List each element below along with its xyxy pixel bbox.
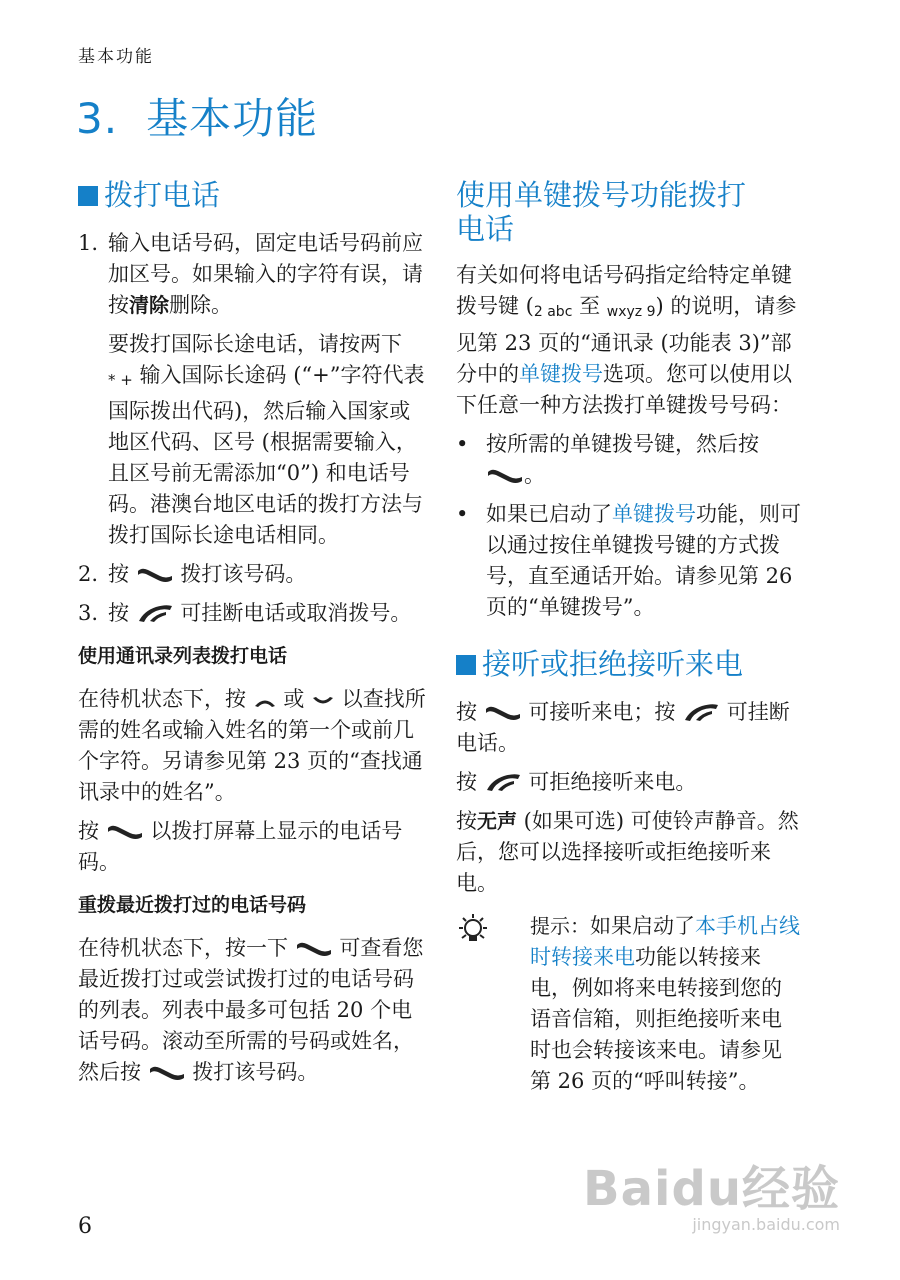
watermark <box>583 1150 840 1234</box>
call-key-icon <box>106 823 144 841</box>
call-key-icon <box>136 566 174 584</box>
steps-list <box>78 228 428 629</box>
step-intl-note: 要拨打国际长途电话，请按两下 * + 输入国际长途码 (“+”字符代表国际拨出代码)，然后输入国家或地区代码、区号 (根据需要输入，且区号前无需添加“0”) 和电话号码。港澳台地区电话的拨打方法与拨打国际长途电话相同。 <box>108 332 425 547</box>
subheading-contacts-dial: 使用通讯录列表拨打电话 <box>78 645 288 667</box>
paragraph: 按 可拒绝接听来电。 <box>456 770 697 794</box>
call-key-icon <box>295 940 333 958</box>
call-key-icon <box>484 704 522 722</box>
left-column <box>78 178 428 1096</box>
key-2-icon: 2 abc <box>533 304 573 320</box>
subheading-redial: 重拨最近拨打过的电话号码 <box>78 894 307 916</box>
chapter-title: 基本功能 <box>146 94 319 143</box>
step-item: 3. 按 可挂断电话或取消拨号。 <box>78 601 412 625</box>
chapter-number: 3. <box>76 94 119 143</box>
watermark-url: jingyan.baidu.com <box>692 1215 840 1234</box>
star-plus-key-icon: * + <box>108 371 133 389</box>
key-9-icon: wxyz 9 <box>606 304 656 320</box>
paragraph: 在待机状态下，按一下 可查看您最近拨打过或尝试拨打过的电话号码的列表。列表中最多可包括 20 个电话号码。滚动至所需的号码或姓名，然后按 拨打该号码。 <box>78 936 424 1084</box>
end-key-icon <box>136 603 174 623</box>
call-key-icon <box>486 467 524 485</box>
end-key-icon <box>484 772 522 792</box>
section-square-icon <box>78 186 98 206</box>
paragraph: 有关如何将电话号码指定给特定单键拨号键 (2 abc 至 wxyz 9) 的说明，请参见第 23 页的“通讯录 (功能表 3)”部分中的单键拨号选项。您可以使用以下任意一种方法拨打单键拨号号码： <box>456 263 797 417</box>
speed-dial-link[interactable]: 单键拨号 <box>612 502 696 526</box>
page-number: 6 <box>78 1214 92 1239</box>
lightbulb-icon <box>456 913 490 947</box>
watermark-brand: Baidu经验 <box>583 1161 840 1217</box>
step-item: 2. 按 拨打该号码。 <box>78 562 307 586</box>
chapter-heading <box>76 86 318 146</box>
step-item: 1. 输入电话号码，固定电话号码前应加区号。如果输入的字符有误，请按清除删除。 <box>78 231 423 317</box>
call-key-icon <box>148 1064 186 1082</box>
scroll-up-icon <box>253 695 277 709</box>
bullet-item: • 按所需的单键拨号键，然后按 。 <box>456 432 759 487</box>
paragraph: 按 以拨打屏幕上显示的电话号码。 <box>78 819 403 874</box>
call-divert-link[interactable]: 本手机占线时转接来电 <box>530 914 800 969</box>
bullet-item: • 如果已启动了单键拨号功能，则可以通过按住单键拨号键的方式拨号，直至通话开始。请参见第 26 页的“单键拨号”。 <box>456 502 801 619</box>
section-title-make-call: 拨打电话 <box>78 178 428 212</box>
section-title-speed-dial: 使用单键拨号功能拨打电话 <box>456 178 747 246</box>
end-key-icon <box>682 702 720 722</box>
scroll-down-icon <box>311 695 335 709</box>
tip-box: 提示：如果启动了本手机占线时转接来电功能以转接来电，例如将来电转接到您的语音信箱，则拒绝接听来电时也会转接该来电。请参见第 26 页的“呼叫转接”。 <box>456 911 801 1097</box>
paragraph: 按无声 (如果可选) 可使铃声静音。然后，您可以选择接听或拒绝接听来电。 <box>456 809 799 895</box>
section-title-answer-reject: 接听或拒绝接听来电 <box>456 647 801 681</box>
tip-label: 提示： <box>530 914 590 938</box>
running-head: 基本功能 <box>78 47 154 67</box>
clear-softkey-label: 清除 <box>129 293 169 317</box>
paragraph: 按 可接听来电；按 可挂断电话。 <box>456 700 790 755</box>
paragraph: 在待机状态下，按 或 以查找所需的姓名或输入姓名的第一个或前几个字符。另请参见第 23 页的“查找通讯录中的姓名”。 <box>78 687 426 804</box>
speed-dial-link[interactable]: 单键拨号 <box>519 362 603 386</box>
right-column <box>456 178 801 1097</box>
silence-softkey-label: 无声 <box>477 809 517 833</box>
bullet-list <box>456 429 801 623</box>
section-square-icon <box>456 655 476 675</box>
